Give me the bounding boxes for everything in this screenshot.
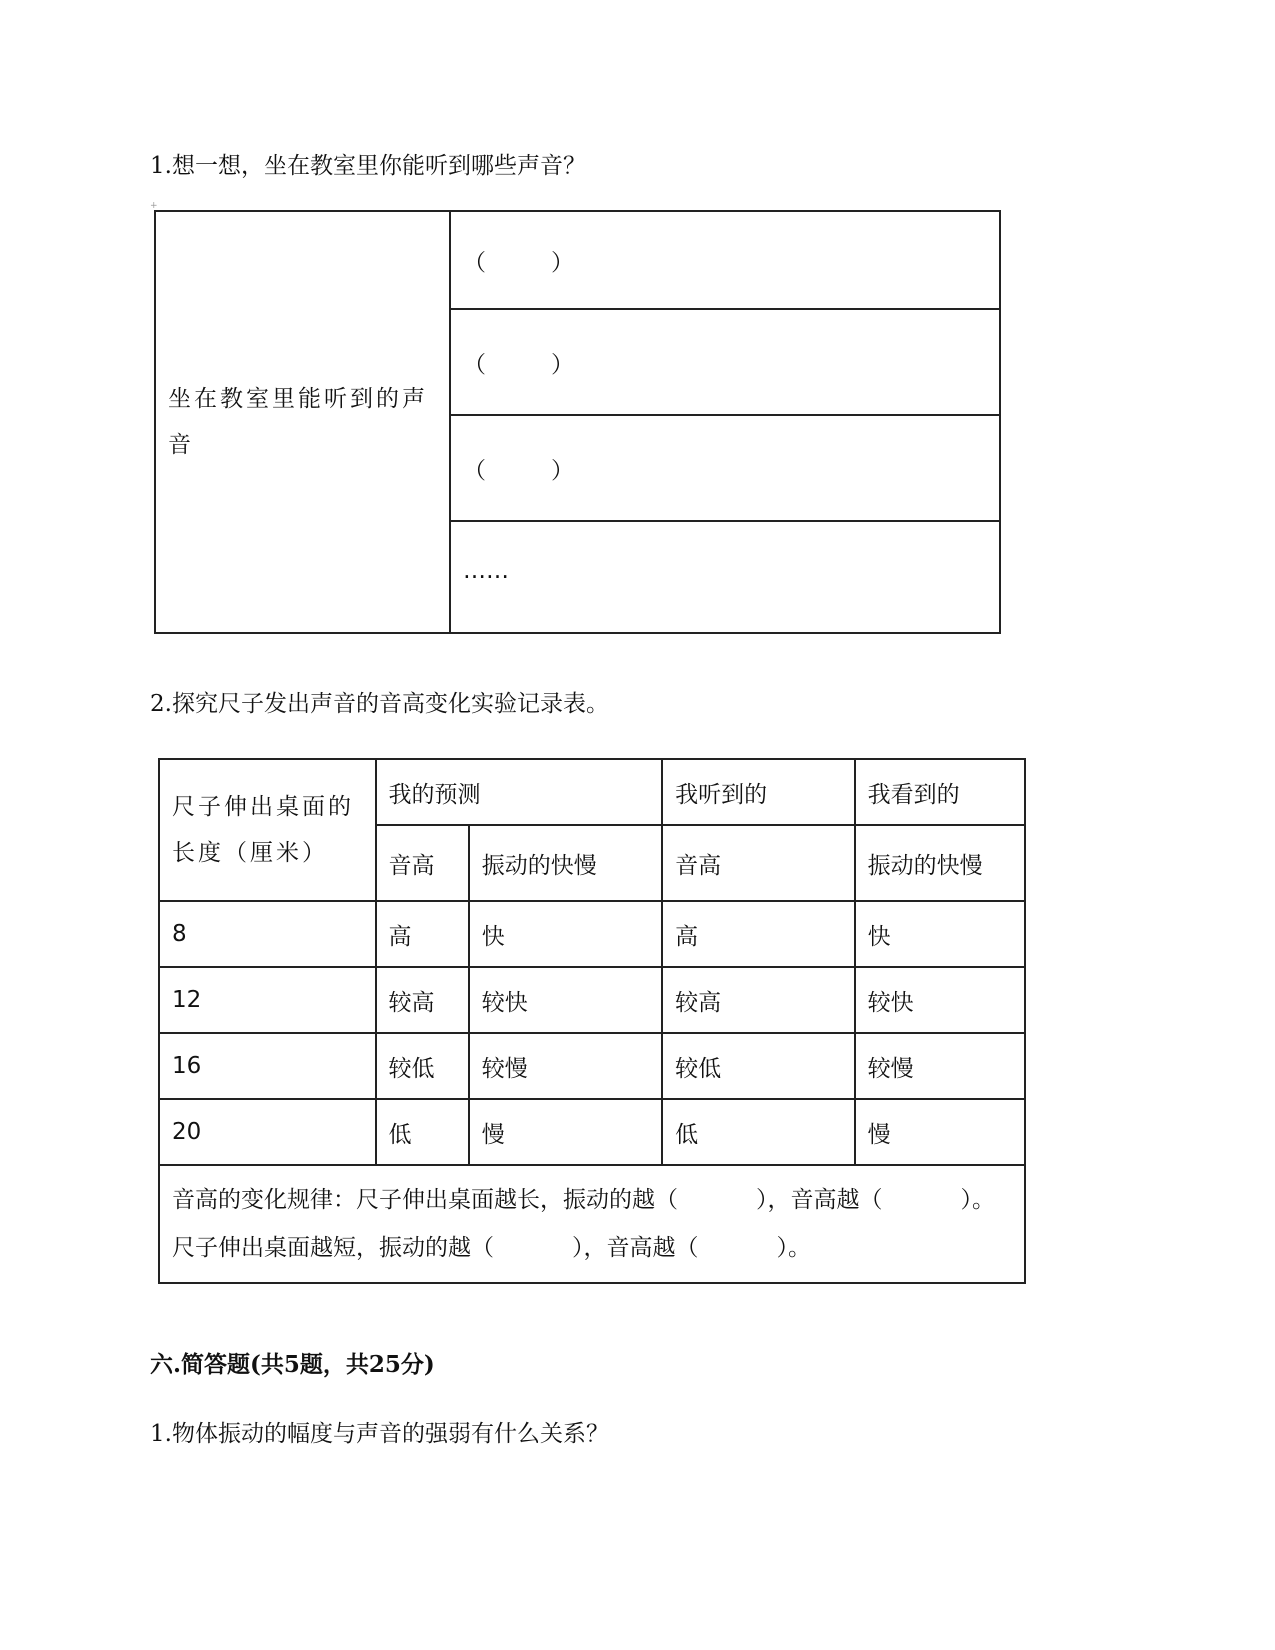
header-length: 尺子伸出桌面的长度（厘米） [159,759,376,901]
table-row: 12 较高 较快 较高 较快 [159,967,1025,1033]
pitch-rule-cell [159,1165,1025,1283]
paragraph-mark: + [150,201,158,211]
subheader-pred-vibration: 振动的快慢 [469,825,662,901]
table-row: 8 高 快 高 快 [159,901,1025,967]
sound-blank-3[interactable]: （ ） [450,415,1000,521]
question-2-title: 2.探究尺子发出声音的音高变化实验记录表。 [150,691,609,717]
sound-more-cell [450,521,1000,633]
question-1-title: 1.想一想，坐在教室里你能听到哪些声音？ [150,153,586,179]
table-row: 20 低 慢 低 慢 [159,1099,1025,1165]
ellipsis: …… [463,558,509,584]
pitch-rule-line-2: 尺子伸出桌面越短，振动的越（ ），音高越（ ）。 [172,1235,811,1261]
sound-blank-2[interactable]: （ ） [450,309,1000,415]
subheader-seen-vibration: 振动的快慢 [855,825,1025,901]
subheader-heard-pitch: 音高 [662,825,854,901]
section-6-heading: 六.简答题(共5题，共25分) [150,1351,435,1378]
ruler-pitch-table [158,758,1026,1284]
sounds-label-cell [155,211,450,633]
sounds-label: 坐在教室里能听到的声音 [168,386,428,458]
header-my-prediction: 我的预测 [376,759,663,825]
sounds-table [154,210,1001,634]
table-row: 16 较低 较慢 较低 较慢 [159,1033,1025,1099]
header-what-i-saw: 我看到的 [855,759,1025,825]
sound-blank-1[interactable]: （ ） [450,211,1000,309]
header-what-i-heard: 我听到的 [662,759,854,825]
subheader-pred-pitch: 音高 [376,825,469,901]
section-6-question-1-title: 1.物体振动的幅度与声音的强弱有什么关系？ [150,1421,609,1447]
pitch-rule-line-1: 音高的变化规律：尺子伸出桌面越长，振动的越（ ），音高越（ ）。 [172,1187,995,1213]
